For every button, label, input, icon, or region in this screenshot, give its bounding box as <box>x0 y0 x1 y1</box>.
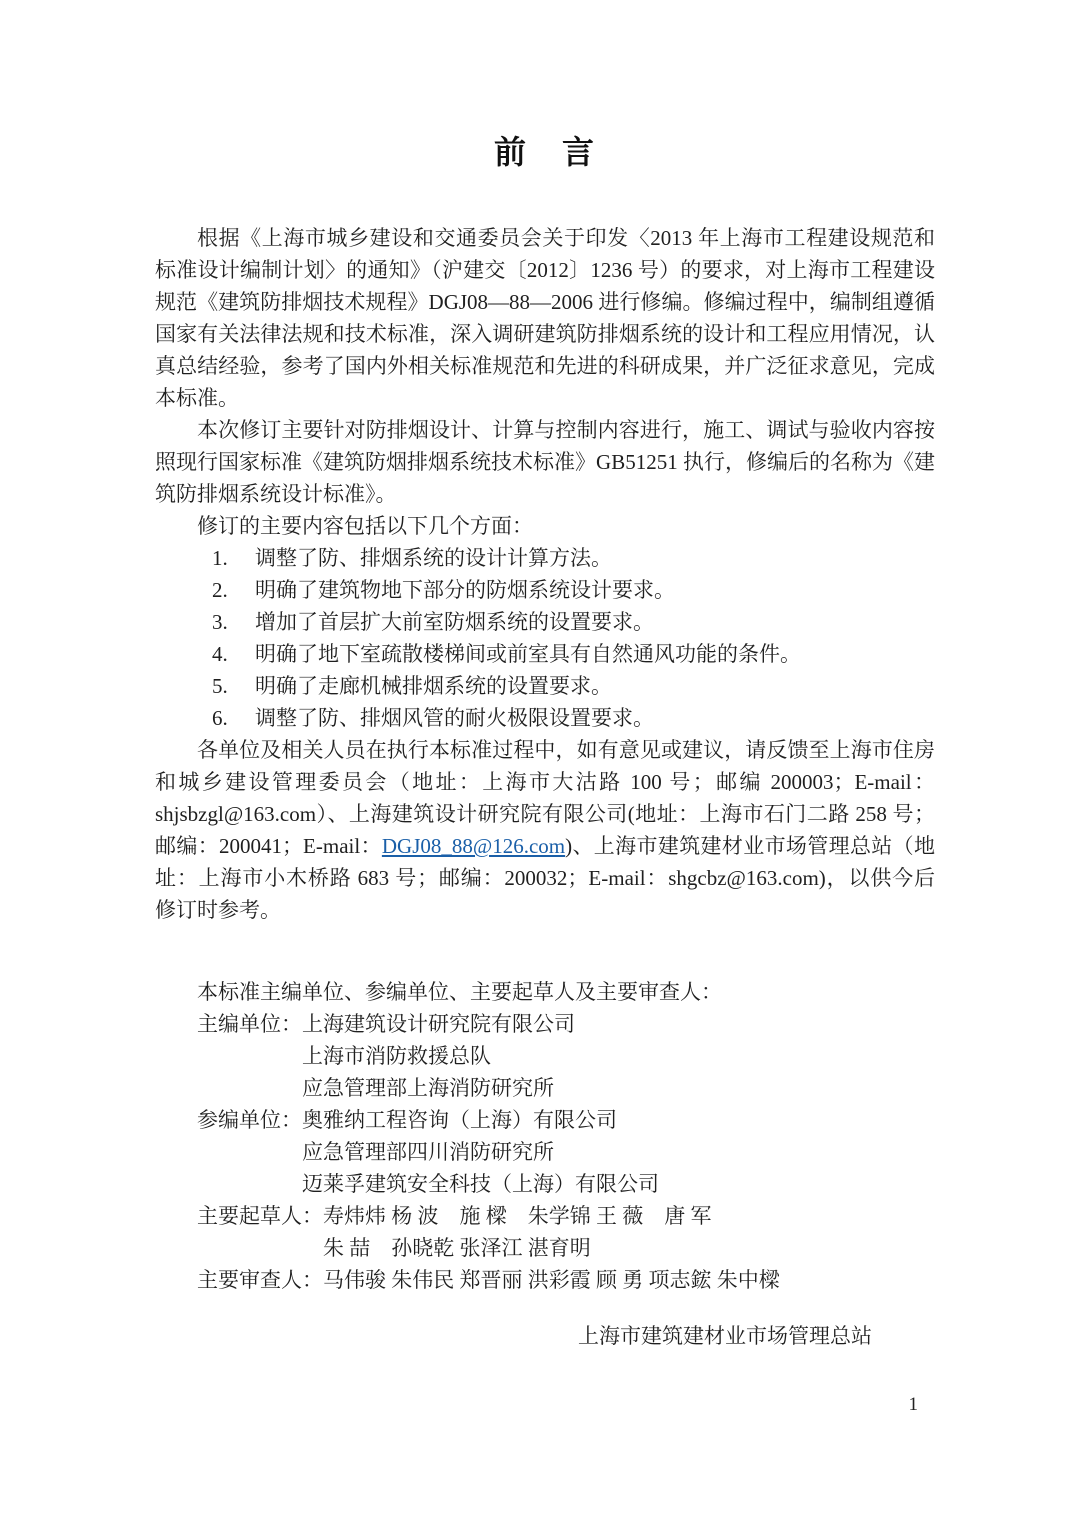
list-item-text: 调整了防、排烟系统的设计计算方法。 <box>255 546 612 570</box>
credit-line: 上海市消防救援总队 <box>302 1044 491 1068</box>
list-item-text: 明确了地下室疏散楼梯间或前室具有自然通风功能的条件。 <box>255 642 801 666</box>
credit-values <box>302 1008 935 1104</box>
signature-organization: 上海市建筑建材业市场管理总站 <box>578 1324 872 1348</box>
credit-values <box>302 1104 935 1200</box>
revision-list-intro: 修订的主要内容包括以下几个方面： <box>197 514 533 538</box>
credit-line: 马伟骏 朱伟民 郑晋丽 洪彩霞 顾 勇 项志鋐 朱中樑 <box>323 1268 780 1292</box>
credit-label: 主要审查人： <box>197 1268 323 1292</box>
list-item-text: 调整了防、排烟风管的耐火极限设置要求。 <box>255 706 654 730</box>
credit-line: 应急管理部四川消防研究所 <box>302 1140 554 1164</box>
list-item <box>155 606 935 638</box>
list-item-number: 6. <box>212 706 228 730</box>
credits-section <box>155 976 935 1352</box>
list-item <box>155 638 935 670</box>
email-link[interactable]: DGJ08_88@126.com <box>381 834 566 858</box>
feedback-text-after: )、上海市建筑建材业市场管理总站（地址：上海市小木桥路 683 号；邮编：200032；E-mail：shgcbz@163.com)，以供今后修订时参考。 <box>155 834 935 922</box>
feedback-text-before: 各单位及相关人员在执行本标准过程中，如有意见或建议，请反馈至上海市住房和城乡建设管理委员会（地址：上海市大沽路 100 号；邮编 200003；E-mail：shjsbzgl@163.com）、上海建筑设计研究院有限公司(地址：上海市石门二路 258 号；邮编：200041；E-mail： <box>155 738 935 858</box>
list-item-number: 4. <box>212 642 228 666</box>
list-item <box>155 670 935 702</box>
credit-values <box>323 1200 935 1264</box>
preface-paragraph-1: 根据《上海市城乡建设和交通委员会关于印发〈2013 年上海市工程建设规范和标准设计编制计划〉的通知》（沪建交〔2012〕1236 号）的要求，对上海市工程建设规范《建筑防排烟技术规程》DGJ08—88—2006 进行修编。修编过程中，编制组遵循国家有关法律法规和技术标准，深入调研建筑防排烟系统的设计和工程应用情况，认真总结经验，参考了国内外相关标准规范和先进的科研成果，并广泛征求意见，完成本标准。 <box>155 226 935 410</box>
page-number: 1 <box>908 1394 918 1415</box>
list-item <box>155 574 935 606</box>
credit-values <box>323 1264 935 1296</box>
preface-paragraph-2: 本次修订主要针对防排烟设计、计算与控制内容进行，施工、调试与验收内容按照现行国家标准《建筑防烟排烟系统技术标准》GB51251 执行，修编后的名称为《建筑防排烟系统设计标准》。 <box>155 418 935 506</box>
credit-label: 主编单位： <box>197 1012 302 1036</box>
revision-list <box>155 542 935 734</box>
credits-intro: 本标准主编单位、参编单位、主要起草人及主要审查人： <box>197 980 722 1004</box>
credit-line: 朱 喆 孙晓乾 张泽江 湛育明 <box>323 1236 591 1260</box>
list-item-text: 明确了建筑物地下部分的防烟系统设计要求。 <box>255 578 675 602</box>
credit-row-reviewers <box>155 1264 935 1296</box>
credit-line: 上海建筑设计研究院有限公司 <box>302 1012 575 1036</box>
list-item-text: 明确了走廊机械排烟系统的设置要求。 <box>255 674 612 698</box>
feedback-paragraph <box>155 734 935 926</box>
list-item-number: 3. <box>212 610 228 634</box>
credit-row-drafters <box>155 1200 935 1264</box>
page-title: 前 言 <box>493 134 596 170</box>
list-item <box>155 702 935 734</box>
list-item-number: 2. <box>212 578 228 602</box>
credit-line: 应急管理部上海消防研究所 <box>302 1076 554 1100</box>
credit-label: 主要起草人： <box>197 1204 323 1228</box>
credit-label: 参编单位： <box>197 1108 302 1132</box>
list-item-text: 增加了首层扩大前室防烟系统的设置要求。 <box>255 610 654 634</box>
list-item-number: 5. <box>212 674 228 698</box>
credit-line: 寿炜炜 杨 波 施 樑 朱学锦 王 薇 唐 军 <box>323 1204 712 1228</box>
list-item <box>155 542 935 574</box>
list-item-number: 1. <box>212 546 228 570</box>
credit-line: 迈莱孚建筑安全科技（上海）有限公司 <box>302 1172 659 1196</box>
credit-line: 奥雅纳工程咨询（上海）有限公司 <box>302 1108 617 1132</box>
credit-row-chief-editor <box>155 1008 935 1104</box>
credit-row-co-editor <box>155 1104 935 1200</box>
